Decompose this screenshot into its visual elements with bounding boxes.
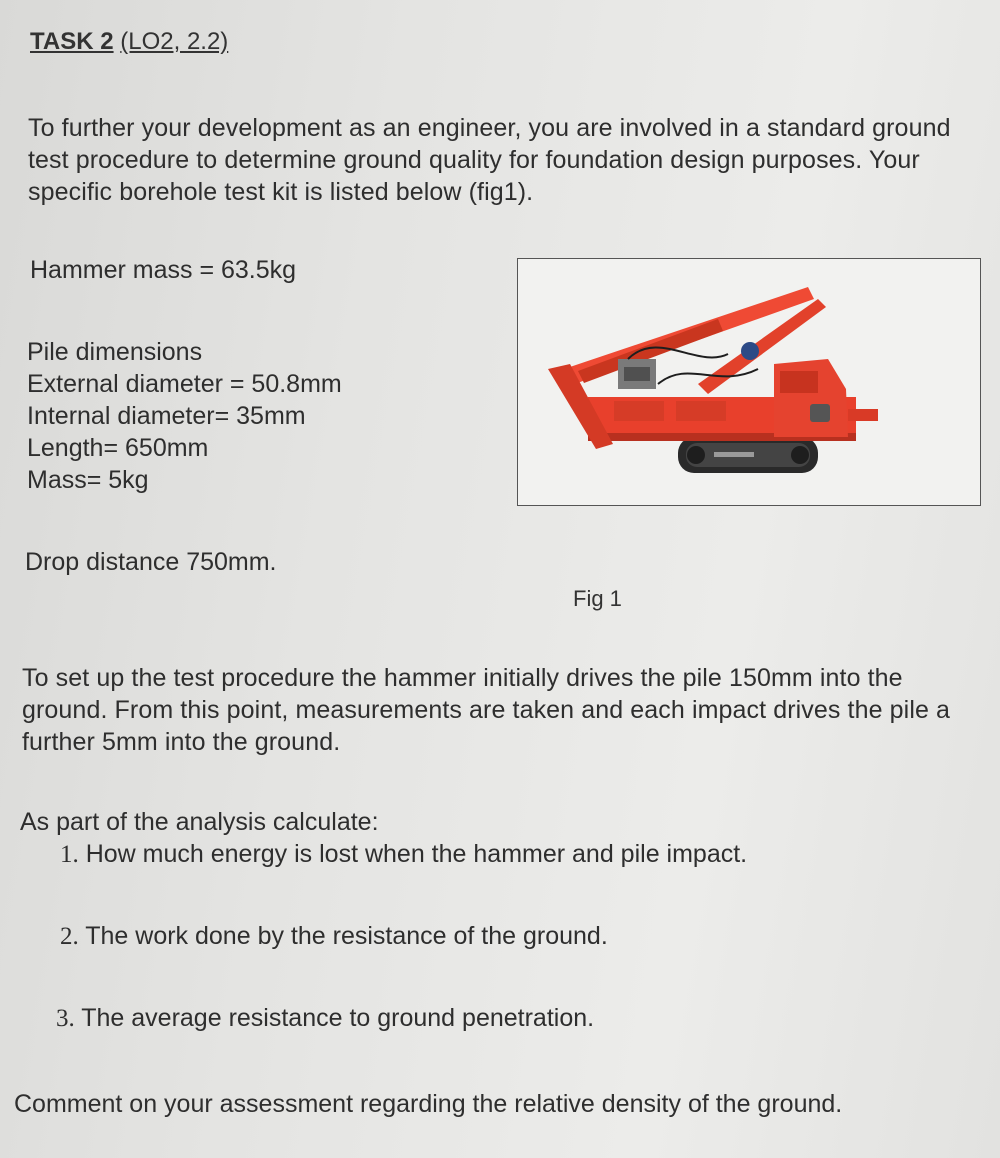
drilling-rig-image [518,259,980,505]
pile-mass: Mass= 5kg [27,466,149,494]
intro-paragraph: To further your development as an engineer, you are involved in a standard ground test procedure to determine ground quality for foundation design purposes. Your specific borehole test kit is listed below (fig1). [28,114,951,206]
item-number: 1. [60,841,79,868]
figure-caption: Fig 1 [573,586,622,611]
item-number: 3. [56,1005,75,1032]
procedure-paragraph: To set up the test procedure the hammer initially drives the pile 150mm into the ground. From this point, measurements are taken and each impact drives the pile a further 5mm into the ground. [22,664,951,756]
pile-dimensions-heading: Pile dimensions [27,338,203,366]
task-title [30,28,228,56]
task-label: TASK 2 [30,28,114,55]
analysis-item-1 [60,840,747,869]
analysis-heading: As part of the analysis calculate: [20,808,379,836]
item-text: The average resistance to ground penetration. [81,1004,595,1032]
analysis-item-2 [60,922,608,951]
figure-frame [517,258,981,506]
item-number: 2. [60,923,79,950]
task-reference: (LO2, 2.2) [120,28,229,55]
item-text: The work done by the resistance of the ground. [85,922,608,950]
pile-length: Length= 650mm [27,434,209,462]
hammer-mass: Hammer mass = 63.5kg [30,256,297,284]
analysis-item-3 [56,1004,594,1033]
drop-distance: Drop distance 750mm. [25,548,277,576]
comment-instruction: Comment on your assessment regarding the relative density of the ground. [14,1090,843,1118]
item-text: How much energy is lost when the hammer and pile impact. [85,840,748,868]
internal-diameter: Internal diameter= 35mm [27,402,306,430]
external-diameter: External diameter = 50.8mm [27,370,342,398]
